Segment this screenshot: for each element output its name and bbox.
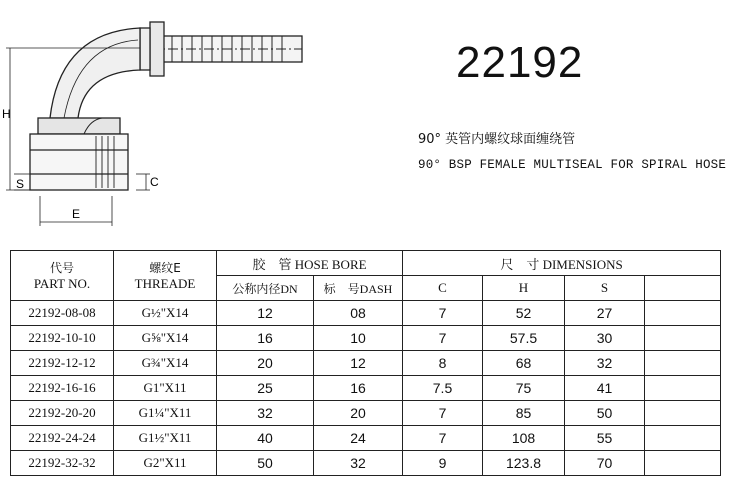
cell-dash: 08	[314, 301, 403, 326]
cell-part: 22192-32-32	[11, 451, 114, 476]
header-part-cn: 代号	[49, 260, 74, 275]
table-row	[11, 351, 721, 376]
header-h: H	[483, 276, 565, 301]
cell-thread: G2"X11	[114, 451, 217, 476]
cell-c: 9	[403, 451, 483, 476]
header-s: S	[565, 276, 645, 301]
header-thread-cn: 螺纹E	[149, 260, 181, 275]
cell-h: 108	[483, 426, 565, 451]
cell-dash: 32	[314, 451, 403, 476]
cell-part: 22192-10-10	[11, 326, 114, 351]
cell-part: 22192-16-16	[11, 376, 114, 401]
cell-h: 85	[483, 401, 565, 426]
cell-part: 22192-12-12	[11, 351, 114, 376]
cell-s: 70	[565, 451, 645, 476]
table-row	[11, 451, 721, 476]
cell-thread: G1½"X11	[114, 426, 217, 451]
cell-h: 52	[483, 301, 565, 326]
cell-dash: 10	[314, 326, 403, 351]
cell-s: 32	[565, 351, 645, 376]
cell-dn: 50	[217, 451, 314, 476]
cell-thread: G1¼"X11	[114, 401, 217, 426]
cell-s: 55	[565, 426, 645, 451]
cell-empty	[645, 401, 721, 426]
cell-h: 75	[483, 376, 565, 401]
cell-s: 27	[565, 301, 645, 326]
cell-c: 7	[403, 326, 483, 351]
cell-s: 50	[565, 401, 645, 426]
header-part	[11, 251, 114, 301]
cell-c: 7.5	[403, 376, 483, 401]
cell-dash: 20	[314, 401, 403, 426]
cell-c: 7	[403, 401, 483, 426]
cell-thread: G⅝"X14	[114, 326, 217, 351]
nut	[38, 118, 120, 134]
cell-c: 7	[403, 301, 483, 326]
subtitle-chinese: 90° 英管内螺纹球面缠绕管	[418, 132, 576, 147]
cell-h: 68	[483, 351, 565, 376]
cell-c: 7	[403, 426, 483, 451]
cell-h: 57.5	[483, 326, 565, 351]
fitting-drawing	[0, 0, 330, 240]
cell-empty	[645, 376, 721, 401]
cell-s: 41	[565, 376, 645, 401]
dim-label-s: S	[16, 177, 25, 191]
table-row	[11, 401, 721, 426]
table-row	[11, 426, 721, 451]
cell-dash: 12	[314, 351, 403, 376]
header-row-1	[11, 251, 721, 276]
cell-h: 123.8	[483, 451, 565, 476]
header-dash: 标 号DASH	[314, 276, 403, 301]
cell-empty	[645, 301, 721, 326]
cell-empty	[645, 326, 721, 351]
cell-dn: 32	[217, 401, 314, 426]
cell-dn: 20	[217, 351, 314, 376]
cell-thread: G¾"X14	[114, 351, 217, 376]
table-row	[11, 326, 721, 351]
cell-dash: 24	[314, 426, 403, 451]
cell-c: 8	[403, 351, 483, 376]
cell-empty	[645, 351, 721, 376]
header-dn: 公称内径DN	[217, 276, 314, 301]
cell-s: 30	[565, 326, 645, 351]
cell-thread: G1"X11	[114, 376, 217, 401]
collar	[150, 22, 164, 76]
header-c: C	[403, 276, 483, 301]
header-thread	[114, 251, 217, 301]
table-row	[11, 376, 721, 401]
cell-thread: G½"X14	[114, 301, 217, 326]
cell-dn: 25	[217, 376, 314, 401]
header-thread-en: THREADE	[134, 275, 196, 291]
header-part-en: PART NO.	[33, 275, 91, 291]
cell-part: 22192-24-24	[11, 426, 114, 451]
header-hose-bore: 胶 管 HOSE BORE	[217, 251, 403, 276]
cell-dn: 40	[217, 426, 314, 451]
dim-label-h: H	[2, 107, 11, 121]
header-empty	[645, 276, 721, 301]
spec-table	[10, 250, 721, 476]
cell-dn: 16	[217, 326, 314, 351]
cell-empty	[645, 426, 721, 451]
dim-label-c: C	[150, 175, 159, 189]
subtitle-english: 90° BSP FEMALE MULTISEAL FOR SPIRAL HOSE	[418, 158, 727, 172]
dim-label-e: E	[72, 207, 81, 221]
table-row	[11, 301, 721, 326]
cell-empty	[645, 451, 721, 476]
header-dimensions: 尺 寸 DIMENSIONS	[403, 251, 721, 276]
cell-dash: 16	[314, 376, 403, 401]
cell-part: 22192-20-20	[11, 401, 114, 426]
part-title: 22192	[456, 38, 584, 87]
cell-dn: 12	[217, 301, 314, 326]
cell-part: 22192-08-08	[11, 301, 114, 326]
